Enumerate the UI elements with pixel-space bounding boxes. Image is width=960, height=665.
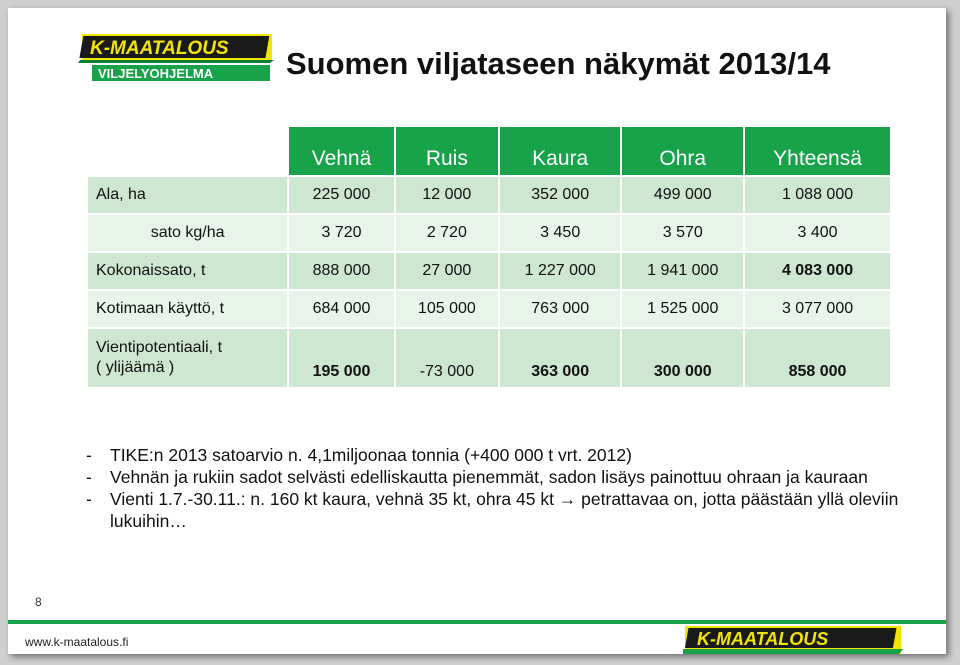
notes-list (86, 444, 926, 532)
table-cell: 225 000 (289, 177, 394, 213)
page-title: Suomen viljataseen näkymät 2013/14 (286, 46, 831, 81)
row-label: Ala, ha (88, 177, 287, 213)
grain-balance-table (86, 125, 892, 389)
row-label: Kokonaissato, t (88, 253, 287, 289)
table-cell: 3 077 000 (745, 291, 890, 327)
header-blank-cell (88, 127, 287, 175)
table-cell: 195 000 (289, 329, 394, 387)
table-cell: 858 000 (745, 329, 890, 387)
row-label: Kotimaan käyttö, t (88, 291, 287, 327)
table-cell: 1 941 000 (622, 253, 743, 289)
footer-divider (8, 620, 946, 624)
row-label: sato kg/ha (88, 215, 287, 251)
column-header: Vehnä (289, 127, 394, 175)
column-header: Ohra (622, 127, 743, 175)
slide (8, 8, 946, 654)
k-maatalous-footer-logo (683, 625, 903, 655)
logo-subtext: VILJELYOHJELMA (98, 66, 214, 81)
note-item (86, 444, 926, 466)
table-cell: 300 000 (622, 329, 743, 387)
table-cell: 3 720 (289, 215, 394, 251)
note-text: TIKE:n 2013 satoarvio n. 4,1miljoonaa tonnia (+400 000 t vrt. 2012) (110, 445, 632, 465)
note-dash: - (86, 445, 92, 465)
note-item (86, 466, 926, 488)
row-label (88, 329, 287, 387)
table-row (88, 253, 890, 289)
note-text: Vehnän ja rukiin sadot selvästi edelliskautta pienemmät, sadon lisäys painottuu ohraan ja kauraan (110, 467, 868, 487)
table-cell: 27 000 (396, 253, 498, 289)
table-cell: 1 227 000 (500, 253, 621, 289)
table-cell: 4 083 000 (745, 253, 890, 289)
table-cell: 499 000 (622, 177, 743, 213)
table-cell: 3 400 (745, 215, 890, 251)
table-cell: 3 450 (500, 215, 621, 251)
row-label-line2: ( ylijäämä ) (96, 359, 175, 376)
footer-url: www.k-maatalous.fi (25, 635, 129, 649)
table-cell: 3 570 (622, 215, 743, 251)
table-cell: 2 720 (396, 215, 498, 251)
column-header: Ruis (396, 127, 498, 175)
note-text: Vienti 1.7.-30.11.: n. 160 kt kaura, vehnä 35 kt, ohra 45 kt → petrattavaa on, jotta päästään yllä oleviin lukuihin… (110, 489, 899, 531)
note-dash: - (86, 489, 92, 509)
table-row (88, 177, 890, 213)
k-maatalous-viljelyohjelma-logo (78, 32, 274, 82)
table-row (88, 215, 890, 251)
table-cell: 12 000 (396, 177, 498, 213)
page-number: 8 (35, 595, 42, 609)
column-header: Kaura (500, 127, 621, 175)
logo-text: K-MAATALOUS (90, 38, 229, 59)
note-dash: - (86, 467, 92, 487)
table-cell: 763 000 (500, 291, 621, 327)
table-cell: 363 000 (500, 329, 621, 387)
table-row (88, 291, 890, 327)
note-item (86, 488, 926, 532)
table-header-row (88, 127, 890, 175)
table-row (88, 329, 890, 387)
table-cell: 352 000 (500, 177, 621, 213)
row-label-line1: Vientipotentiaali, t (96, 339, 223, 356)
column-header: Yhteensä (745, 127, 890, 175)
table-cell: 888 000 (289, 253, 394, 289)
table-cell: -73 000 (396, 329, 498, 387)
table-cell: 1 088 000 (745, 177, 890, 213)
table-cell: 684 000 (289, 291, 394, 327)
footer-logo-text: K-MAATALOUS (697, 629, 829, 649)
table-cell: 1 525 000 (622, 291, 743, 327)
table-cell: 105 000 (396, 291, 498, 327)
